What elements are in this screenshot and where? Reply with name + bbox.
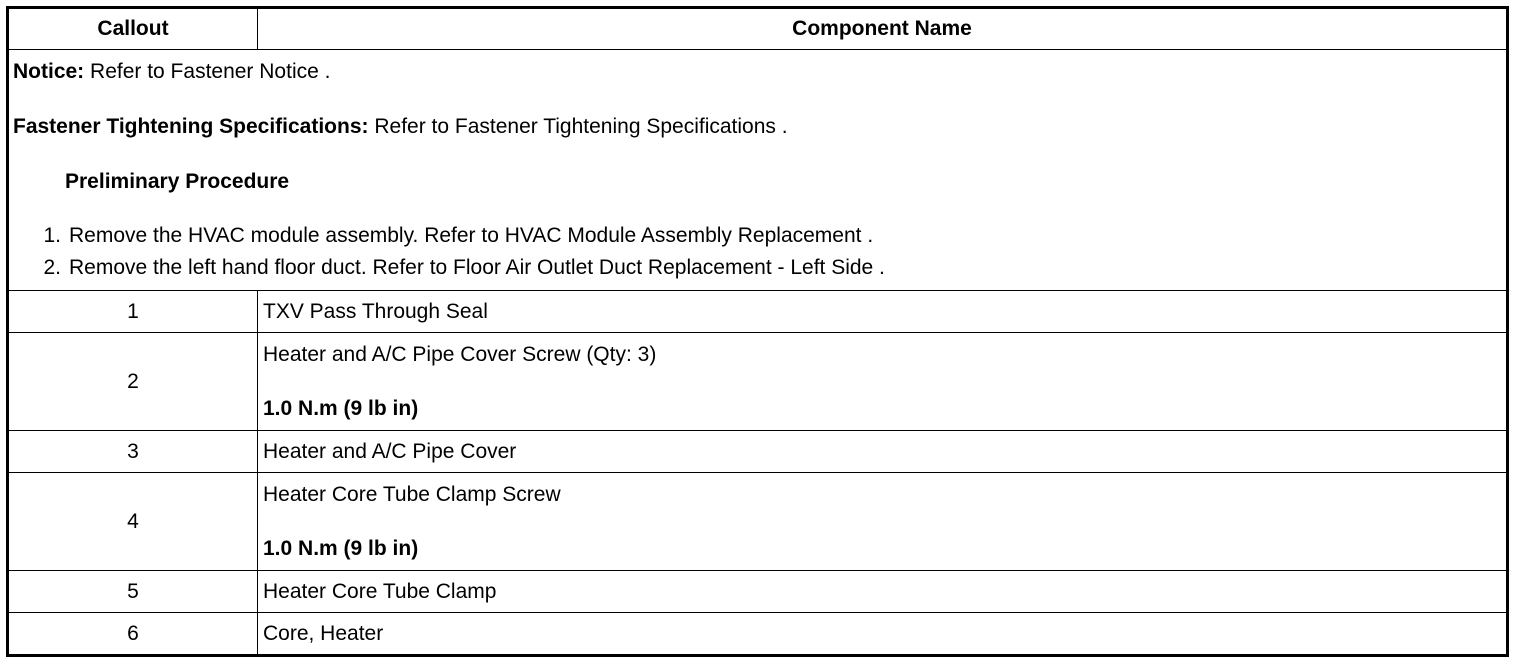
component-name-text: Heater Core Tube Clamp Screw <box>263 482 561 506</box>
component-name-cell: Heater and A/C Pipe Cover <box>258 431 1508 473</box>
table-row <box>8 291 1508 333</box>
callout-cell: 5 <box>8 571 258 613</box>
table-row <box>8 571 1508 613</box>
callout-cell: 1 <box>8 291 258 333</box>
component-name-cell: Core, Heater <box>258 613 1508 656</box>
notice-text: Refer to Fastener Notice . <box>84 60 331 83</box>
torque-spec: 1.0 N.m (9 lb in) <box>263 396 419 420</box>
procedure-steps <box>13 224 1502 280</box>
procedure-step <box>43 256 1502 280</box>
step-number: 2. <box>43 256 61 279</box>
table-row <box>8 333 1508 431</box>
component-table <box>6 6 1509 657</box>
component-name-cell: TXV Pass Through Seal <box>258 291 1508 333</box>
notice-line <box>13 60 1502 84</box>
callout-header: Callout <box>8 8 258 50</box>
table-row <box>8 613 1508 656</box>
component-table-sheet <box>6 6 1506 652</box>
procedure-step <box>43 224 1502 248</box>
notes-cell <box>8 50 1508 291</box>
callout-cell: 3 <box>8 431 258 473</box>
component-name-cell: Heater Core Tube Clamp <box>258 571 1508 613</box>
component-name-cell <box>258 333 1508 431</box>
component-name-text: Heater and A/C Pipe Cover Screw (Qty: 3) <box>263 342 657 366</box>
table-header-row <box>8 8 1508 50</box>
callout-cell: 6 <box>8 613 258 656</box>
notes-row <box>8 50 1508 291</box>
preliminary-procedure-title: Preliminary Procedure <box>65 170 290 193</box>
fastener-spec-label: Fastener Tightening Specifications: <box>13 115 369 138</box>
fastener-spec-text: Refer to Fastener Tightening Specifications . <box>368 115 788 138</box>
table-row <box>8 431 1508 473</box>
callout-cell: 2 <box>8 333 258 431</box>
callout-cell: 4 <box>8 473 258 571</box>
step-text: Remove the HVAC module assembly. Refer to HVAC Module Assembly Replacement . <box>69 224 874 247</box>
torque-spec: 1.0 N.m (9 lb in) <box>263 536 419 560</box>
step-number: 1. <box>43 224 61 247</box>
component-name-cell <box>258 473 1508 571</box>
step-text: Remove the left hand floor duct. Refer to Floor Air Outlet Duct Replacement - Left Side . <box>69 256 885 279</box>
fastener-spec-line <box>13 115 1502 139</box>
table-row <box>8 473 1508 571</box>
notice-label: Notice: <box>13 60 85 83</box>
component-name-header: Component Name <box>258 8 1508 50</box>
